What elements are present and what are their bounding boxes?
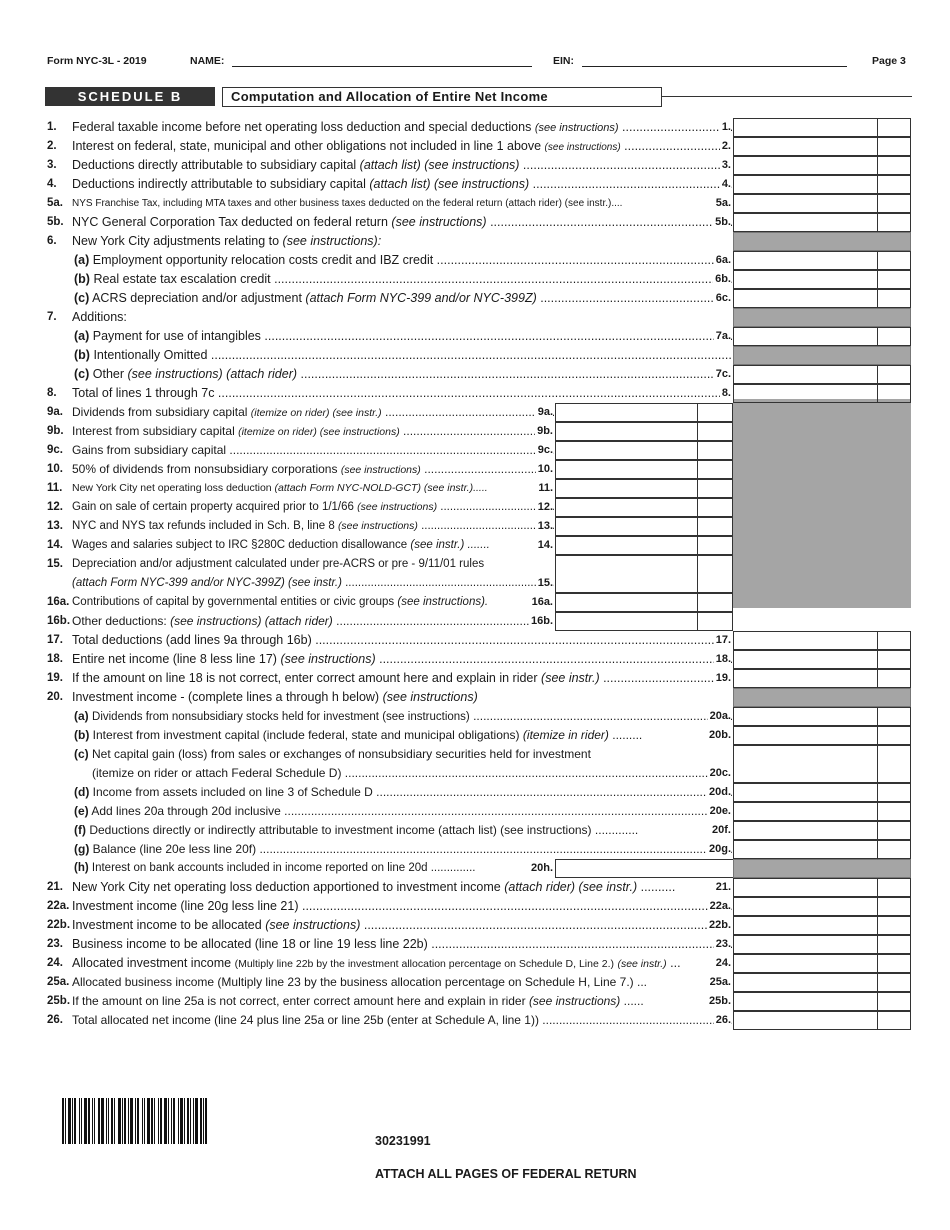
line-22a-amount[interactable] (733, 897, 878, 916)
line-20a-cents[interactable] (877, 707, 911, 726)
line-6a-amount[interactable] (733, 251, 878, 270)
line-25b-amount[interactable] (733, 992, 878, 1011)
line-6c-cents[interactable] (877, 289, 911, 308)
line-8-cents[interactable] (877, 384, 911, 403)
ein-label: EIN: (553, 55, 574, 67)
line-14-cents[interactable] (697, 536, 733, 555)
line-19-cents[interactable] (877, 669, 911, 688)
line-26: 26. Total allocated net income (line 24 plus line 25a or line 25b (enter at Schedule A, line 1)) ..... 26. (0, 1011, 950, 1030)
line-16a-amount[interactable] (555, 593, 698, 612)
line-24: 24. Allocated investment income (Multiply line 22b by the investment allocation percentage on Schedule D, Line 2.) (see instr.) ... 24. (0, 954, 950, 973)
line-20b: (b) Interest from investment capital (include federal, state and municipal obligations) (itemize in rider) ......... 20b. (0, 726, 950, 745)
line-20f-cents[interactable] (877, 821, 911, 840)
line-9b: 9b. Interest from subsidiary capital (itemize on rider) (see instructions) ..... 9b. (0, 422, 950, 441)
line-2-cents[interactable] (877, 137, 911, 156)
line-1-amount[interactable] (733, 118, 878, 137)
line-20h-amount[interactable] (555, 859, 733, 878)
line-1: 1. Federal taxable income before net operating loss deduction and special deductions (see instructions) ..... 1. (0, 118, 950, 137)
line-20d-amount[interactable] (733, 783, 878, 802)
line-9c: 9c. Gains from subsidiary capital ..... 9c. (0, 441, 950, 460)
line-6b-amount[interactable] (733, 270, 878, 289)
line-11-amount[interactable] (555, 479, 698, 498)
schedule-tag: SCHEDULE B (45, 87, 215, 106)
line-9b-amount[interactable] (555, 422, 698, 441)
line-20e: (e) Add lines 20a through 20d inclusive ..... 20e. (0, 802, 950, 821)
line-14: 14. Wages and salaries subject to IRC §280C deduction disallowance (see instr.) ....... 14. (0, 536, 950, 555)
line-16a-cents[interactable] (697, 593, 733, 612)
line-6: 6. New York City adjustments relating to (see instructions): (0, 232, 950, 251)
line-3-cents[interactable] (877, 156, 911, 175)
line-22a: 22a. Investment income (line 20g less line 21) ..... 22a. (0, 897, 950, 916)
line-20a-amount[interactable] (733, 707, 878, 726)
line-11: 11. New York City net operating loss deduction (attach Form NYC-NOLD-GCT) (see instr.)..... 11. (0, 479, 950, 498)
line-20c: (c) Net capital gain (loss) from sales or exchanges of nonsubsidiary securities held for investment (itemize on rider or attach Federal Schedule D) ..... 20c. (0, 745, 950, 783)
ein-field[interactable] (582, 66, 847, 67)
line-20g-cents[interactable] (877, 840, 911, 859)
line-7c: (c) Other (see instructions) (attach rider) ..... 7c. (0, 365, 950, 384)
line-6c: (c) ACRS depreciation and/or adjustment (attach Form NYC-399 and/or NYC-399Z) ..... 6c. (0, 289, 950, 308)
line-16a: 16a. Contributions of capital by governmental entities or civic groups (see instructions). 16a. (0, 593, 950, 612)
line-7c-amount[interactable] (733, 365, 878, 384)
line-3: 3. Deductions directly attributable to subsidiary capital (attach list) (see instructions) ..... 3. (0, 156, 950, 175)
line-7a-cents[interactable] (877, 327, 911, 346)
line-25a-amount[interactable] (733, 973, 878, 992)
line-5b-amount[interactable] (733, 213, 878, 232)
line-10-cents[interactable] (697, 460, 733, 479)
line-20h: (h) Interest on bank accounts included in income reported on line 20d .............. 20h. (0, 859, 950, 878)
title-rule (662, 96, 912, 97)
line-1-cents[interactable] (877, 118, 911, 137)
line-21-cents[interactable] (877, 878, 911, 897)
line-22b-cents[interactable] (877, 916, 911, 935)
line-9a-cents[interactable] (697, 403, 733, 422)
line-22a-cents[interactable] (877, 897, 911, 916)
page-label: Page 3 (872, 55, 906, 67)
line-26-amount[interactable] (733, 1011, 878, 1030)
line-9b-cents[interactable] (697, 422, 733, 441)
line-19: 19. If the amount on line 18 is not correct, enter correct amount here and explain in rider (see instr.) ..... 19. (0, 669, 950, 688)
line-11-cents[interactable] (697, 479, 733, 498)
line-13-cents[interactable] (697, 517, 733, 536)
line-8-amount[interactable] (733, 384, 878, 403)
line-20g-amount[interactable] (733, 840, 878, 859)
line-18: 18. Entire net income (line 8 less line 17) (see instructions) ..... 18. (0, 650, 950, 669)
line-25a: 25a. Allocated business income (Multiply line 23 by the business allocation percentage on Schedule H, Line 7.) ... 25a. (0, 973, 950, 992)
line-7c-cents[interactable] (877, 365, 911, 384)
line-19-amount[interactable] (733, 669, 878, 688)
line-20d-cents[interactable] (877, 783, 911, 802)
form-id: Form NYC-3L - 2019 (47, 55, 147, 67)
line-9a: 9a. Dividends from subsidiary capital (itemize on rider) (see instr.) ..... 9a. (0, 403, 950, 422)
line-3-amount[interactable] (733, 156, 878, 175)
line-16b: 16b. Other deductions: (see instructions) (attach rider) ..... 16b. (0, 612, 950, 631)
line-5b: 5b. NYC General Corporation Tax deducted on federal return (see instructions) ..... 5b. (0, 213, 950, 232)
line-5b-cents[interactable] (877, 213, 911, 232)
line-5a-amount[interactable] (733, 194, 878, 213)
line-25b-cents[interactable] (877, 992, 911, 1011)
line-26-cents[interactable] (877, 1011, 911, 1030)
line-21: 21. New York City net operating loss deduction apportioned to investment income (attach rider) (see instr.) .......... 21. (0, 878, 950, 897)
line-23-amount[interactable] (733, 935, 878, 954)
line-6b: (b) Real estate tax escalation credit ..... 6b. (0, 270, 950, 289)
line-17: 17. Total deductions (add lines 9a through 16b) ..... 17. (0, 631, 950, 650)
line-7a-amount[interactable] (733, 327, 878, 346)
line-12-amount[interactable] (555, 498, 698, 517)
line-15-cents[interactable] (697, 555, 733, 593)
line-17-amount[interactable] (733, 631, 878, 650)
line-16b-cents[interactable] (697, 612, 733, 631)
line-23: 23. Business income to be allocated (line 18 or line 19 less line 22b) ..... 23. (0, 935, 950, 954)
line-24-cents[interactable] (877, 954, 911, 973)
line-21-amount[interactable] (733, 878, 878, 897)
line-7: 7. Additions: (0, 308, 950, 327)
line-20g: (g) Balance (line 20e less line 20f) ..... 20g. (0, 840, 950, 859)
line-5a: 5a. NYS Franchise Tax, including MTA taxes and other business taxes deducted on the federal return (attach rider) (see instr.).... 5a. (0, 194, 950, 213)
line-4: 4. Deductions indirectly attributable to subsidiary capital (attach list) (see instructions) ..... 4. (0, 175, 950, 194)
line-23-cents[interactable] (877, 935, 911, 954)
line-20: 20. Investment income - (complete lines a through h below) (see instructions) (0, 688, 950, 707)
line-20f: (f) Deductions directly or indirectly attributable to investment income (attach list) (see instructions) ............. 20f. (0, 821, 950, 840)
line-24-amount[interactable] (733, 954, 878, 973)
line-6a: (a) Employment opportunity relocation costs credit and IBZ credit ..... 6a. (0, 251, 950, 270)
line-2-amount[interactable] (733, 137, 878, 156)
line-22b: 22b. Investment income to be allocated (see instructions) ..... 22b. (0, 916, 950, 935)
line-2: 2. Interest on federal, state, municipal and other obligations not included in line 1 above (see instructions) ..... 2. (0, 137, 950, 156)
line-6c-amount[interactable] (733, 289, 878, 308)
name-label: NAME: (190, 55, 225, 67)
line-6b-cents[interactable] (877, 270, 911, 289)
line-20b-amount[interactable] (733, 726, 878, 745)
line-10-amount[interactable] (555, 460, 698, 479)
line-7b: (b) Intentionally Omitted ..... (0, 346, 950, 365)
line-4-amount[interactable] (733, 175, 878, 194)
line-9c-cents[interactable] (697, 441, 733, 460)
line-14-amount[interactable] (555, 536, 698, 555)
line-5a-cents[interactable] (877, 194, 911, 213)
schedule-title: Computation and Allocation of Entire Net Income (222, 87, 662, 107)
line-18-cents[interactable] (877, 650, 911, 669)
line-20f-amount[interactable] (733, 821, 878, 840)
name-field[interactable] (232, 66, 532, 67)
line-20e-amount[interactable] (733, 802, 878, 821)
form-number: 30231991 (375, 1134, 431, 1148)
line-13: 13. NYC and NYS tax refunds included in Sch. B, line 8 (see instructions) ..... 13. (0, 517, 950, 536)
line-9c-amount[interactable] (555, 441, 698, 460)
line-20b-cents[interactable] (877, 726, 911, 745)
line-13-amount[interactable] (555, 517, 698, 536)
line-15: 15. Depreciation and/or adjustment calculated under pre-ACRS or pre - 9/11/01 rules (attach Form NYC-399 and/or NYC-399Z) (see instr.) ..... 15. (0, 555, 950, 593)
line-25b: 25b. If the amount on line 25a is not correct, enter correct amount here and explain in rider (see instructions) ...... 25b. (0, 992, 950, 1011)
line-9a-amount[interactable] (555, 403, 698, 422)
line-12-cents[interactable] (697, 498, 733, 517)
line-6a-cents[interactable] (877, 251, 911, 270)
line-22b-amount[interactable] (733, 916, 878, 935)
line-15-amount[interactable] (555, 555, 698, 593)
line-16b-amount[interactable] (555, 612, 698, 631)
line-12: 12. Gain on sale of certain property acquired prior to 1/1/66 (see instructions) ..... 12. (0, 498, 950, 517)
line-4-cents[interactable] (877, 175, 911, 194)
line-20a: (a) Dividends from nonsubsidiary stocks held for investment (see instructions) ..... 20a. (0, 707, 950, 726)
barcode (62, 1098, 272, 1144)
line-17-cents[interactable] (877, 631, 911, 650)
line-18-amount[interactable] (733, 650, 878, 669)
line-20e-cents[interactable] (877, 802, 911, 821)
line-20c-cents[interactable] (877, 745, 911, 783)
line-10: 10. 50% of dividends from nonsubsidiary corporations (see instructions) ..... 10. (0, 460, 950, 479)
line-7a: (a) Payment for use of intangibles ..... 7a. (0, 327, 950, 346)
line-20d: (d) Income from assets included on line 3 of Schedule D ..... 20d. (0, 783, 950, 802)
line-8: 8. Total of lines 1 through 7c ..... 8. (0, 384, 950, 403)
line-25a-cents[interactable] (877, 973, 911, 992)
line-20c-amount[interactable] (733, 745, 878, 783)
attach-note: ATTACH ALL PAGES OF FEDERAL RETURN (375, 1167, 637, 1181)
